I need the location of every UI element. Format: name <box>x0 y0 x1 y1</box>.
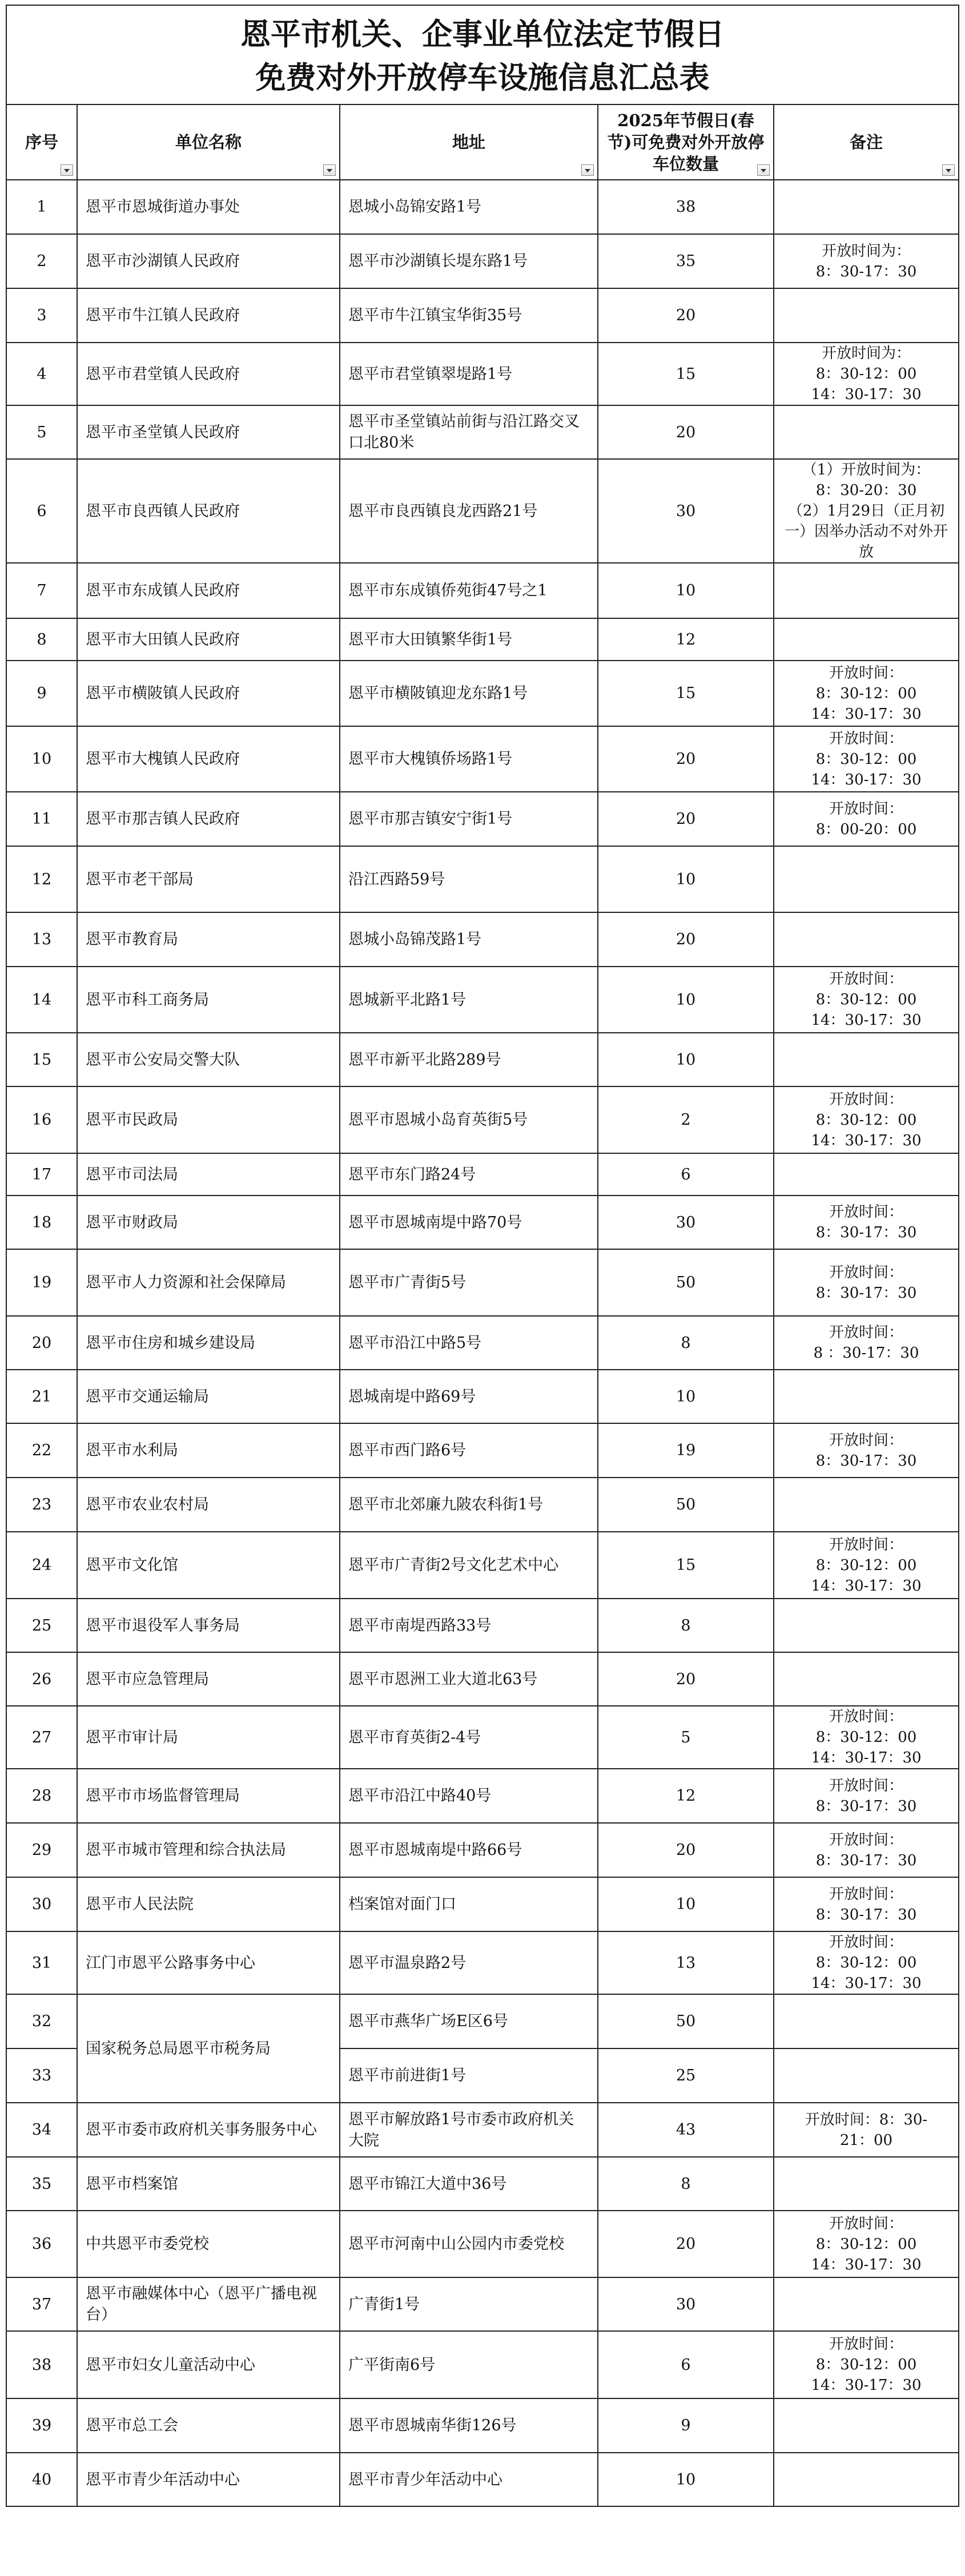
cell-address[interactable]: 恩平市温泉路2号 <box>340 1931 598 1994</box>
cell-spaces[interactable]: 20 <box>598 726 774 792</box>
cell-no[interactable]: 11 <box>6 792 77 846</box>
cell-name[interactable]: 恩平市民政局 <box>77 1086 340 1153</box>
cell-note[interactable]: 开放时间： 8：30-12：00 14：30-17：30 <box>774 2211 959 2277</box>
cell-name[interactable]: 恩平市圣堂镇人民政府 <box>77 405 340 459</box>
table-row <box>6 405 959 459</box>
cell-name[interactable]: 恩平市大槐镇人民政府 <box>77 726 340 792</box>
cell-no[interactable]: 37 <box>6 2277 77 2331</box>
table-row <box>6 2453 959 2506</box>
filter-dropdown-icon[interactable] <box>323 164 336 176</box>
header-spaces-label: 2025年节假日(春节)可免费对外开放停车位数量 <box>607 111 765 174</box>
cell-address[interactable]: 恩平市那吉镇安宁街1号 <box>340 792 598 846</box>
cell-address[interactable]: 恩平市良西镇良龙西路21号 <box>340 459 598 563</box>
table-row <box>6 1931 959 1994</box>
cell-address[interactable]: 恩平市恩城南堤中路70号 <box>340 1196 598 1249</box>
cell-no[interactable]: 32 <box>6 1994 77 2048</box>
table-row <box>6 1769 959 1823</box>
cell-name[interactable]: 恩平市恩城街道办事处 <box>77 180 340 234</box>
cell-spaces[interactable]: 30 <box>598 459 774 563</box>
table-row <box>6 563 959 618</box>
cell-note[interactable]: 开放时间： 8：30-12：00 14：30-17：30 <box>774 1086 959 1153</box>
cell-spaces[interactable]: 30 <box>598 1196 774 1249</box>
cell-address[interactable]: 恩平市新平北路289号 <box>340 1033 598 1086</box>
cell-name[interactable]: 恩平市住房和城乡建设局 <box>77 1316 340 1370</box>
cell-address[interactable]: 恩平市恩城小岛育英街5号 <box>340 1086 598 1153</box>
cell-note[interactable]: 开放时间： 8 ：30-17：30 <box>774 1316 959 1370</box>
cell-no[interactable]: 39 <box>6 2398 77 2453</box>
title-line-1: 恩平市机关、企事业单位法定节假日 <box>240 17 725 52</box>
cell-note[interactable] <box>774 180 959 234</box>
cell-spaces[interactable]: 8 <box>598 2157 774 2211</box>
table-row <box>6 2211 959 2277</box>
cell-address[interactable]: 恩平市育英街2-4号 <box>340 1706 598 1769</box>
cell-name[interactable]: 恩平市公安局交警大队 <box>77 1033 340 1086</box>
cell-name[interactable]: 恩平市人民法院 <box>77 1877 340 1931</box>
cell-no[interactable]: 30 <box>6 1877 77 1931</box>
table-row <box>6 1652 959 1706</box>
cell-no[interactable]: 14 <box>6 967 77 1033</box>
table-row <box>6 1823 959 1877</box>
cell-note[interactable]: 开放时间： 8：30-12：00 14：30-17：30 <box>774 726 959 792</box>
cell-note[interactable] <box>774 2157 959 2211</box>
cell-no[interactable]: 16 <box>6 1086 77 1153</box>
cell-address[interactable]: 恩平市东成镇侨苑街47号之1 <box>340 563 598 618</box>
header-no-label: 序号 <box>25 132 58 152</box>
cell-note[interactable]: 开放时间： 8：30-17：30 <box>774 1769 959 1823</box>
cell-note[interactable]: 开放时间： 8：30-17：30 <box>774 1423 959 1478</box>
cell-name[interactable]: 恩平市牛江镇人民政府 <box>77 288 340 343</box>
cell-no[interactable]: 17 <box>6 1153 77 1196</box>
title-line-2: 免费对外开放停车设施信息汇总表 <box>255 60 710 95</box>
cell-note[interactable] <box>774 1033 959 1086</box>
cell-note[interactable] <box>774 288 959 343</box>
cell-name[interactable]: 恩平市财政局 <box>77 1196 340 1249</box>
cell-address[interactable]: 恩平市君堂镇翠堤路1号 <box>340 343 598 405</box>
cell-note[interactable]: 开放时间： 8：30-12：00 14：30-17：30 <box>774 1532 959 1599</box>
cell-spaces[interactable]: 10 <box>598 2453 774 2506</box>
table-row <box>6 912 959 967</box>
cell-note[interactable] <box>774 618 959 661</box>
cell-note[interactable] <box>774 2277 959 2331</box>
cell-no[interactable]: 13 <box>6 912 77 967</box>
cell-spaces[interactable]: 20 <box>598 288 774 343</box>
cell-spaces[interactable]: 5 <box>598 1706 774 1769</box>
cell-note[interactable]: 开放时间：8：30- 21：00 <box>774 2103 959 2157</box>
table-row <box>6 1196 959 1249</box>
cell-spaces[interactable]: 20 <box>598 405 774 459</box>
cell-name[interactable]: 恩平市档案馆 <box>77 2157 340 2211</box>
cell-spaces[interactable]: 20 <box>598 1652 774 1706</box>
cell-spaces[interactable]: 8 <box>598 1316 774 1370</box>
cell-name[interactable]: 恩平市司法局 <box>77 1153 340 1196</box>
cell-name[interactable]: 恩平市东成镇人民政府 <box>77 563 340 618</box>
cell-note[interactable] <box>774 2398 959 2453</box>
cell-note[interactable]: 开放时间： 8：30-17：30 <box>774 1823 959 1877</box>
cell-note[interactable] <box>774 1599 959 1652</box>
cell-note[interactable]: 开放时间为： 8：30-12：00 14：30-17：30 <box>774 343 959 405</box>
table-row <box>6 1370 959 1423</box>
table-row <box>6 1316 959 1370</box>
cell-spaces[interactable]: 6 <box>598 2331 774 2398</box>
cell-name[interactable]: 恩平市教育局 <box>77 912 340 967</box>
cell-name[interactable]: 恩平市交通运输局 <box>77 1370 340 1423</box>
cell-no[interactable]: 5 <box>6 405 77 459</box>
cell-address[interactable]: 恩平市解放路1号市委市政府机关大院 <box>340 2103 598 2157</box>
cell-spaces[interactable]: 50 <box>598 1478 774 1532</box>
cell-note[interactable]: 开放时间为： 8：30-17：30 <box>774 234 959 288</box>
cell-note[interactable] <box>774 1153 959 1196</box>
cell-no[interactable]: 1 <box>6 180 77 234</box>
cell-name[interactable]: 恩平市审计局 <box>77 1706 340 1769</box>
cell-address[interactable]: 恩城南堤中路69号 <box>340 1370 598 1423</box>
cell-address[interactable]: 恩平市北郊廉九陂农科街1号 <box>340 1478 598 1532</box>
cell-name[interactable]: 恩平市融媒体中心（恩平广播电视台） <box>77 2277 340 2331</box>
cell-spaces[interactable]: 10 <box>598 1033 774 1086</box>
cell-address[interactable]: 恩平市沿江中路5号 <box>340 1316 598 1370</box>
cell-no[interactable]: 18 <box>6 1196 77 1249</box>
cell-name[interactable]: 恩平市青少年活动中心 <box>77 2453 340 2506</box>
cell-no[interactable]: 21 <box>6 1370 77 1423</box>
cell-name[interactable]: 恩平市良西镇人民政府 <box>77 459 340 563</box>
table-row <box>6 1033 959 1086</box>
table-row <box>6 1599 959 1652</box>
cell-address[interactable]: 恩平市圣堂镇站前街与沿江路交叉口北80米 <box>340 405 598 459</box>
cell-spaces[interactable]: 10 <box>598 563 774 618</box>
cell-address[interactable]: 恩平市横陂镇迎龙东路1号 <box>340 661 598 726</box>
cell-spaces[interactable]: 12 <box>598 1769 774 1823</box>
header-row <box>6 104 959 180</box>
table-row <box>6 459 959 563</box>
cell-spaces[interactable]: 13 <box>598 1931 774 1994</box>
cell-name[interactable]: 恩平市水利局 <box>77 1423 340 1478</box>
cell-address[interactable]: 恩平市牛江镇宝华街35号 <box>340 288 598 343</box>
table-row <box>6 2331 959 2398</box>
cell-name[interactable]: 恩平市科工商务局 <box>77 967 340 1033</box>
cell-address[interactable]: 恩平市广青街5号 <box>340 1249 598 1316</box>
cell-name[interactable]: 恩平市总工会 <box>77 2398 340 2453</box>
table-title <box>6 5 959 104</box>
cell-spaces[interactable]: 35 <box>598 234 774 288</box>
cell-spaces[interactable]: 50 <box>598 1249 774 1316</box>
cell-note[interactable] <box>774 912 959 967</box>
cell-note[interactable]: 开放时间： 8：30-17：30 <box>774 1877 959 1931</box>
cell-address[interactable]: 恩平市广青街2号文化艺术中心 <box>340 1532 598 1599</box>
cell-name[interactable]: 恩平市沙湖镇人民政府 <box>77 234 340 288</box>
cell-spaces[interactable]: 2 <box>598 1086 774 1153</box>
cell-address[interactable]: 恩平市河南中山公园内市委党校 <box>340 2211 598 2277</box>
table-row <box>6 618 959 661</box>
cell-address[interactable]: 恩平市沿江中路40号 <box>340 1769 598 1823</box>
table-row <box>6 2157 959 2211</box>
cell-note[interactable]: 开放时间： 8：30-12：00 14：30-17：30 <box>774 967 959 1033</box>
cell-note[interactable] <box>774 405 959 459</box>
cell-note[interactable] <box>774 1652 959 1706</box>
cell-spaces[interactable]: 10 <box>598 1370 774 1423</box>
cell-address[interactable]: 恩平市燕华广场E区6号 <box>340 1994 598 2048</box>
cell-no[interactable]: 29 <box>6 1823 77 1877</box>
cell-no[interactable]: 8 <box>6 618 77 661</box>
cell-no[interactable]: 34 <box>6 2103 77 2157</box>
cell-note[interactable] <box>774 846 959 912</box>
cell-no[interactable]: 27 <box>6 1706 77 1769</box>
table-row <box>6 967 959 1033</box>
cell-note[interactable]: 开放时间： 8：30-12：00 14：30-17：30 <box>774 1931 959 1994</box>
cell-no[interactable]: 23 <box>6 1478 77 1532</box>
table-row <box>6 1994 959 2048</box>
cell-no[interactable]: 25 <box>6 1599 77 1652</box>
cell-name[interactable]: 恩平市农业农村局 <box>77 1478 340 1532</box>
table-row <box>6 726 959 792</box>
table-row <box>6 2277 959 2331</box>
table-row <box>6 1086 959 1153</box>
parking-table <box>6 5 959 2507</box>
filter-dropdown-icon[interactable] <box>581 164 594 176</box>
cell-address[interactable]: 档案馆对面门口 <box>340 1877 598 1931</box>
spreadsheet <box>6 5 958 2507</box>
cell-name[interactable]: 恩平市市场监督管理局 <box>77 1769 340 1823</box>
cell-name[interactable]: 中共恩平市委党校 <box>77 2211 340 2277</box>
filter-dropdown-icon[interactable] <box>757 164 770 176</box>
cell-spaces[interactable]: 20 <box>598 912 774 967</box>
cell-name[interactable]: 恩平市大田镇人民政府 <box>77 618 340 661</box>
header-address-label: 地址 <box>452 132 485 152</box>
cell-no[interactable]: 35 <box>6 2157 77 2211</box>
cell-note[interactable] <box>774 2453 959 2506</box>
table-row <box>6 343 959 405</box>
cell-note[interactable]: 开放时间： 8：30-12：00 14：30-17：30 <box>774 661 959 726</box>
cell-spaces[interactable]: 20 <box>598 1823 774 1877</box>
table-row <box>6 1478 959 1532</box>
table-row <box>6 1153 959 1196</box>
table-row <box>6 661 959 726</box>
cell-no[interactable]: 7 <box>6 563 77 618</box>
cell-spaces[interactable]: 20 <box>598 792 774 846</box>
filter-dropdown-icon[interactable] <box>61 164 73 176</box>
cell-no[interactable]: 31 <box>6 1931 77 1994</box>
cell-spaces[interactable]: 12 <box>598 618 774 661</box>
table-body <box>6 180 959 2506</box>
header-address <box>340 104 598 180</box>
cell-note[interactable] <box>774 1370 959 1423</box>
filter-dropdown-icon[interactable] <box>942 164 955 176</box>
header-name-label: 单位名称 <box>175 132 242 152</box>
cell-name[interactable]: 江门市恩平公路事务中心 <box>77 1931 340 1994</box>
cell-no[interactable]: 20 <box>6 1316 77 1370</box>
table-row <box>6 2398 959 2453</box>
cell-no[interactable]: 40 <box>6 2453 77 2506</box>
cell-spaces[interactable]: 30 <box>598 2277 774 2331</box>
cell-name[interactable]: 恩平市妇女儿童活动中心 <box>77 2331 340 2398</box>
table-row <box>6 792 959 846</box>
cell-name[interactable]: 恩平市老干部局 <box>77 846 340 912</box>
cell-address[interactable]: 广青街1号 <box>340 2277 598 2331</box>
cell-spaces[interactable]: 15 <box>598 661 774 726</box>
cell-name[interactable]: 国家税务总局恩平市税务局 <box>77 1994 340 2103</box>
cell-name[interactable]: 恩平市那吉镇人民政府 <box>77 792 340 846</box>
table-row <box>6 1706 959 1769</box>
cell-address[interactable]: 恩平市东门路24号 <box>340 1153 598 1196</box>
cell-note[interactable]: 开放时间： 8：30-17：30 <box>774 1249 959 1316</box>
cell-address[interactable]: 恩平市恩城南堤中路66号 <box>340 1823 598 1877</box>
cell-spaces[interactable]: 10 <box>598 846 774 912</box>
cell-name[interactable]: 恩平市人力资源和社会保障局 <box>77 1249 340 1316</box>
cell-address[interactable]: 恩平市锦江大道中36号 <box>340 2157 598 2211</box>
cell-name[interactable]: 恩平市城市管理和综合执法局 <box>77 1823 340 1877</box>
cell-no[interactable]: 22 <box>6 1423 77 1478</box>
cell-note[interactable] <box>774 563 959 618</box>
cell-address[interactable]: 恩平市恩城南华街126号 <box>340 2398 598 2453</box>
cell-spaces[interactable]: 20 <box>598 2211 774 2277</box>
cell-address[interactable]: 恩城小岛锦安路1号 <box>340 180 598 234</box>
cell-spaces[interactable]: 9 <box>598 2398 774 2453</box>
cell-note[interactable]: 开放时间： 8：30-12：00 14：30-17：30 <box>774 1706 959 1769</box>
cell-no[interactable]: 33 <box>6 2048 77 2103</box>
header-name <box>77 104 340 180</box>
cell-spaces[interactable]: 15 <box>598 1532 774 1599</box>
cell-note[interactable] <box>774 2048 959 2103</box>
cell-address[interactable]: 恩平市恩洲工业大道北63号 <box>340 1652 598 1706</box>
cell-spaces[interactable]: 38 <box>598 180 774 234</box>
cell-spaces[interactable]: 10 <box>598 1877 774 1931</box>
cell-address[interactable]: 广平街南6号 <box>340 2331 598 2398</box>
cell-spaces[interactable]: 10 <box>598 967 774 1033</box>
table-row <box>6 288 959 343</box>
cell-address[interactable]: 恩城新平北路1号 <box>340 967 598 1033</box>
table-row <box>6 846 959 912</box>
cell-no[interactable]: 38 <box>6 2331 77 2398</box>
cell-address[interactable]: 恩平市沙湖镇长堤东路1号 <box>340 234 598 288</box>
table-row <box>6 234 959 288</box>
cell-note[interactable]: （1）开放时间为： 8：30-20：30 （2）1月29日（正月初一）因举办活动不对外开放 <box>774 459 959 563</box>
table-row <box>6 180 959 234</box>
cell-note[interactable] <box>774 1478 959 1532</box>
table-row <box>6 1532 959 1599</box>
cell-no[interactable]: 3 <box>6 288 77 343</box>
header-no <box>6 104 77 180</box>
cell-address[interactable]: 恩平市大槐镇侨场路1号 <box>340 726 598 792</box>
cell-name[interactable]: 恩平市应急管理局 <box>77 1652 340 1706</box>
header-note-label: 备注 <box>850 132 883 152</box>
cell-name[interactable]: 恩平市横陂镇人民政府 <box>77 661 340 726</box>
table-row <box>6 1249 959 1316</box>
cell-name[interactable]: 恩平市退役军人事务局 <box>77 1599 340 1652</box>
cell-name[interactable]: 恩平市文化馆 <box>77 1532 340 1599</box>
cell-no[interactable]: 2 <box>6 234 77 288</box>
cell-address[interactable]: 沿江西路59号 <box>340 846 598 912</box>
table-row <box>6 1423 959 1478</box>
cell-spaces[interactable]: 6 <box>598 1153 774 1196</box>
cell-spaces[interactable]: 25 <box>598 2048 774 2103</box>
cell-spaces[interactable]: 43 <box>598 2103 774 2157</box>
cell-name[interactable]: 恩平市委市政府机关事务服务中心 <box>77 2103 340 2157</box>
cell-note[interactable]: 开放时间： 8：00-20：00 <box>774 792 959 846</box>
cell-no[interactable]: 19 <box>6 1249 77 1316</box>
cell-no[interactable]: 12 <box>6 846 77 912</box>
cell-note[interactable] <box>774 1994 959 2048</box>
cell-no[interactable]: 9 <box>6 661 77 726</box>
cell-address[interactable]: 恩平市大田镇繁华街1号 <box>340 618 598 661</box>
cell-address[interactable]: 恩平市前进街1号 <box>340 2048 598 2103</box>
cell-spaces[interactable]: 19 <box>598 1423 774 1478</box>
cell-note[interactable]: 开放时间： 8：30-17：30 <box>774 1196 959 1249</box>
cell-no[interactable]: 10 <box>6 726 77 792</box>
cell-spaces[interactable]: 15 <box>598 343 774 405</box>
header-note <box>774 104 959 180</box>
cell-name[interactable]: 恩平市君堂镇人民政府 <box>77 343 340 405</box>
cell-note[interactable]: 开放时间： 8：30-12：00 14：30-17：30 <box>774 2331 959 2398</box>
cell-spaces[interactable]: 8 <box>598 1599 774 1652</box>
cell-address[interactable]: 恩平市青少年活动中心 <box>340 2453 598 2506</box>
cell-address[interactable]: 恩城小岛锦茂路1号 <box>340 912 598 967</box>
table-row <box>6 1877 959 1931</box>
table-row <box>6 2103 959 2157</box>
header-spaces <box>598 104 774 180</box>
cell-spaces[interactable]: 50 <box>598 1994 774 2048</box>
cell-no[interactable]: 24 <box>6 1532 77 1599</box>
cell-no[interactable]: 36 <box>6 2211 77 2277</box>
cell-no[interactable]: 4 <box>6 343 77 405</box>
cell-address[interactable]: 恩平市西门路6号 <box>340 1423 598 1478</box>
cell-no[interactable]: 28 <box>6 1769 77 1823</box>
cell-no[interactable]: 15 <box>6 1033 77 1086</box>
cell-address[interactable]: 恩平市南堤西路33号 <box>340 1599 598 1652</box>
cell-no[interactable]: 26 <box>6 1652 77 1706</box>
cell-no[interactable]: 6 <box>6 459 77 563</box>
